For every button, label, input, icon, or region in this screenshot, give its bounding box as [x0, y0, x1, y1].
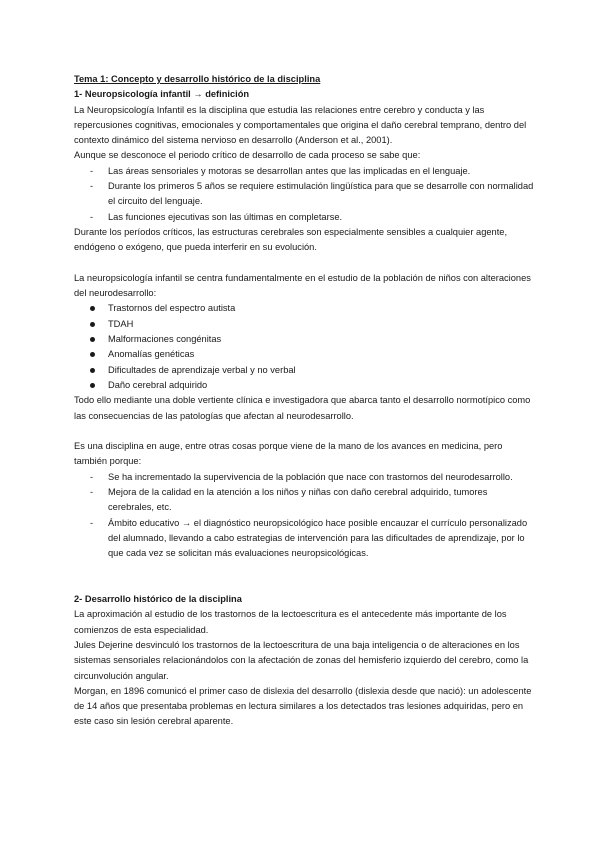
list-item: Dificultades de aprendizaje verbal y no verbal: [74, 363, 534, 378]
list-item: - Las funciones ejecutivas son las últimas en completarse.: [74, 210, 534, 225]
list-item: - Se ha incrementado la supervivencia de la población que nace con trastornos del neurodesarrollo.: [74, 470, 534, 485]
section-2-paragraph-antecedent: La aproximación al estudio de los trastornos de la lectoescritura es el antecedente más importante de los comienzos de esta especialidad.: [74, 609, 507, 635]
section-1-paragraph-population: La neuropsicología infantil se centra fundamentalmente en el estudio de la población de niños con alteraciones del neurodesarrollo:: [74, 272, 531, 299]
spacer: [74, 424, 534, 439]
list-item: Daño cerebral adquirido: [74, 378, 534, 393]
spacer: [74, 256, 534, 271]
list-item: - Durante los primeros 5 años se requiere estimulación lingüística para que se desarrolle con normalidad el circuito del lenguaje.: [74, 179, 534, 210]
section-1-paragraph-critical-structures: Durante los períodos críticos, las estructuras cerebrales son especialmente sensibles a cualquier agente, endógeno o exógeno, que pueda interferir en su evolución.: [74, 226, 508, 253]
section-2-paragraph-morgan: Morgan, en 1896 comunicó el primer caso de dislexia del desarrollo (dislexia desde que nació): un adolescente de 14 años que presentaba problemas en lectura similares a los detectados tras lesiones adquiridas, pero en este caso sin lesión cerebral aparente.: [74, 685, 532, 727]
list-item: - Ámbito educativo → el diagnóstico neuropsicológico hace posible encauzar el currículo personalizado del alumnado, llevando a cabo estrategias de intervención para las dificultades de aprendizaje, por lo que cada vez se solicitan más evaluaciones neuropsicológicas.: [74, 516, 534, 562]
list-item: Trastornos del espectro autista: [74, 301, 534, 316]
list-item: Malformaciones congénitas: [74, 332, 534, 347]
section-1-paragraph-definition: La Neuropsicología Infantil es la disciplina que estudia las relaciones entre cerebro y conducta y las repercusiones cognitivas, emocionales y comportamentales que origina el daño cerebral temprano, dentro del contexto dinámico del sistema nervioso en desarrollo (Anderson et al., 2001).: [74, 104, 527, 146]
document-title: Tema 1: Concepto y desarrollo histórico de la disciplina: [74, 74, 321, 84]
section-2-heading: 2- Desarrollo histórico de la disciplina: [74, 594, 242, 605]
list-item: TDAH: [74, 317, 534, 332]
document-page: [74, 72, 534, 730]
section-1-paragraph-growth: Es una disciplina en auge, entre otras cosas porque viene de la mano de los avances en medicina, pero también porque:: [74, 441, 503, 467]
section-1-paragraph-dual-approach: Todo ello mediante una doble vertiente clínica e investigadora que abarca tanto el desarrollo normotípico como las consecuencias de las patologías que afectan al neurodesarrollo.: [74, 395, 531, 421]
list-item: - Mejora de la calidad en la atención a los niños y niñas con daño cerebral adquirido, tumores cerebrales, etc.: [74, 485, 534, 516]
section-2-paragraph-dejerine: Jules Dejerine desvinculó los trastornos de la lectoescritura de una baja inteligencia o de alteraciones en los sistemas sensoriales relacionándolos con la afectación de zonas del hemisferio izquierdo del cerebro, como la circunvolución angular.: [74, 639, 529, 681]
section-1-paragraph-critical-period: Aunque se desconoce el periodo crítico de desarrollo de cada proceso se sabe que:: [74, 150, 421, 161]
growth-reasons-list: [74, 470, 534, 562]
list-item: - Las áreas sensoriales y motoras se desarrollan antes que las implicadas en el lenguaje.: [74, 164, 534, 179]
critical-period-list: [74, 164, 534, 225]
neurodevelopment-disorders-list: [74, 301, 534, 393]
list-item: Anomalías genéticas: [74, 347, 534, 362]
section-1-heading: 1- Neuropsicología infantil → definición: [74, 89, 250, 100]
spacer: [74, 562, 534, 593]
